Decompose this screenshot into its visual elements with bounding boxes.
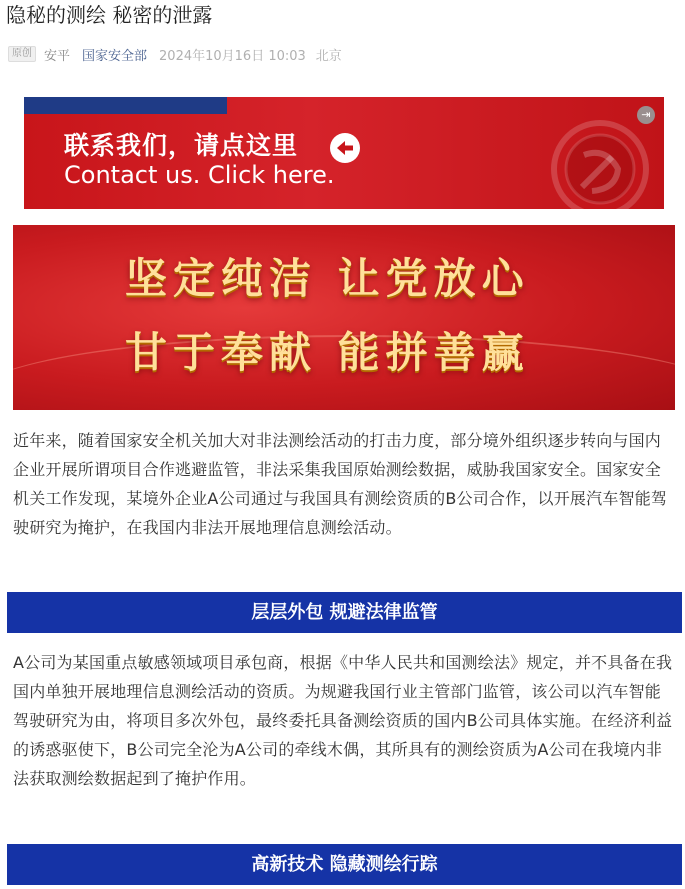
section-header-outsourcing: 层层外包 规避法律监管 <box>7 592 682 633</box>
account-link[interactable]: 国家安全部 <box>82 48 148 64</box>
slogan-banner <box>13 225 675 410</box>
paragraph-intro: 近年来，随着国家安全机关加大对非法测绘活动的打击力度，部分境外组织逐步转向与国内企业开展所谓项目合作逃避监管，非法采集我国原始测绘数据，威胁我国家安全。国家安全机关工作发现，某境外企业A公司通过与我国具有测绘资质的B公司合作，以开展汽车智能驾驶研究为掩护，在我国内非法开展地理信息测绘活动。 <box>13 431 668 537</box>
slogan-line-2: 甘于奉献 能拼善赢 <box>125 328 530 377</box>
author-name: 安平 <box>44 48 71 64</box>
article-meta <box>8 44 342 64</box>
banner-blue-stripe <box>24 97 227 114</box>
publish-location: 北京 <box>315 48 342 64</box>
arrow-left-icon <box>330 133 360 163</box>
contact-cn-text: 联系我们，请点这里 <box>64 131 299 160</box>
original-badge: 原创 <box>8 46 36 62</box>
share-icon[interactable]: ⇥ <box>637 106 655 124</box>
contact-en-text: Contact us. Click here. <box>64 161 335 189</box>
section-header-hightech: 高新技术 隐藏测绘行踪 <box>7 844 682 885</box>
slogan-line-1: 坚定纯洁 让党放心 <box>125 254 530 303</box>
paragraph-outsourcing: A公司为某国重点敏感领域项目承包商，根据《中华人民共和国测绘法》规定，并不具备在我国内单独开展地理信息测绘活动的资质。为规避我国行业主管部门监管，该公司以汽车智能驾驶研究为由，将项目多次外包，最终委托具备测绘资质的国内B公司具体实施。在经济利益的诱惑驱使下，B公司完全沦为A公司的牵线木偶，其所具有的测绘资质为A公司在我境内非法获取测绘数据起到了掩护作用。 <box>13 653 673 788</box>
article-title: 隐秘的测绘 秘密的泄露 <box>6 3 213 27</box>
publish-date: 2024年10月16日 10:03 <box>159 48 306 64</box>
